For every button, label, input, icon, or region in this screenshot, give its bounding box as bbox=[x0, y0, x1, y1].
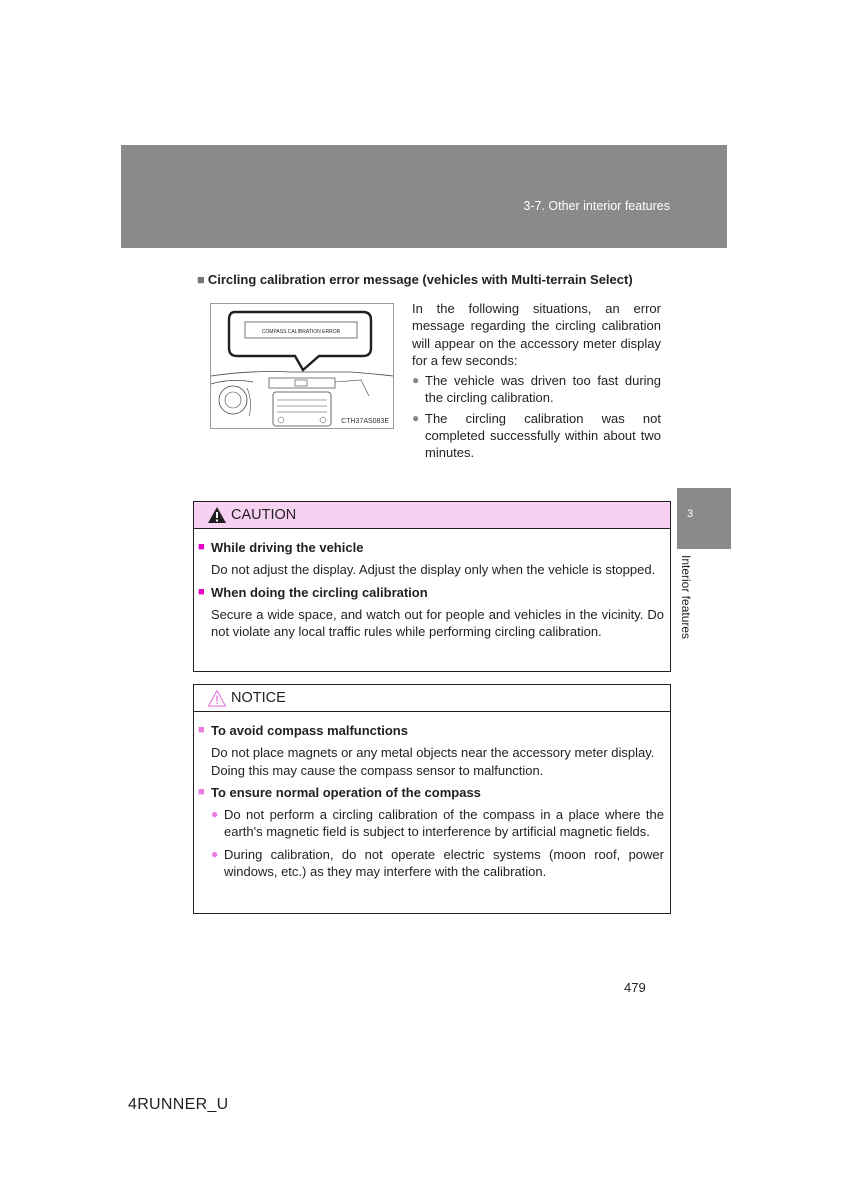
notice-box bbox=[193, 684, 671, 914]
list-item-text: The circling calibration was not completed successfully within about two minutes. bbox=[425, 410, 661, 461]
notice-subheading bbox=[198, 784, 664, 801]
list-item-text: The vehicle was driven too fast during the circling calibration. bbox=[425, 373, 661, 406]
caution-subheading bbox=[198, 539, 664, 556]
round-bullet-icon: ● bbox=[412, 410, 420, 425]
model-code: 4RUNNER_U bbox=[128, 1096, 229, 1113]
square-bullet-icon: ■ bbox=[197, 272, 205, 287]
dashboard-drawing bbox=[211, 304, 393, 428]
caution-body bbox=[194, 529, 670, 640]
notice-paragraph: Doing this may cause the compass sensor to malfunction. bbox=[211, 762, 544, 778]
list-item bbox=[412, 410, 661, 462]
caution-title: CAUTION bbox=[231, 507, 297, 523]
chapter-number: 3 bbox=[687, 508, 694, 520]
round-bullet-icon: ● bbox=[211, 807, 219, 822]
notice-paragraph: Do not place magnets or any metal objects near the accessory meter display. bbox=[211, 745, 655, 761]
caution-box bbox=[193, 501, 671, 672]
caution-subheading bbox=[198, 584, 664, 601]
figure-id: CTH37AS083E bbox=[341, 418, 389, 425]
notice-warning-icon bbox=[207, 689, 227, 707]
list-item-text: During calibration, do not operate electric systems (moon roof, power windows, etc.) as they may interfere with the calibration. bbox=[224, 846, 664, 880]
subsection-heading-text: Circling calibration error message (vehicles with Multi-terrain Select) bbox=[207, 272, 633, 287]
square-bullet-icon: ■ bbox=[198, 541, 205, 553]
warning-icon bbox=[207, 506, 227, 524]
chapter-side-label bbox=[679, 555, 699, 655]
caution-header bbox=[194, 502, 670, 529]
caution-subheading-text: While driving the vehicle bbox=[211, 540, 364, 555]
list-item bbox=[211, 806, 664, 841]
intro-text: In the following situations, an error message regarding the circling calibration will appear on the accessory meter display for a few seconds: bbox=[412, 301, 661, 368]
square-bullet-icon: ■ bbox=[198, 724, 205, 736]
caution-paragraph: Secure a wide space, and watch out for people and vehicles in the vicinity. Do not violate any local traffic rules while performing circling calibration. bbox=[211, 606, 664, 640]
chapter-header-band bbox=[121, 145, 727, 248]
error-message-description bbox=[412, 300, 661, 462]
dashboard-illustration bbox=[210, 303, 394, 429]
notice-header bbox=[194, 685, 670, 712]
page-number: 479 bbox=[624, 980, 646, 995]
caution-subheading-text: When doing the circling calibration bbox=[211, 584, 428, 600]
display-message: COMPASS CALIBRATION ERROR bbox=[261, 329, 341, 335]
square-bullet-icon: ■ bbox=[198, 785, 205, 798]
caution-paragraph: Do not adjust the display. Adjust the display only when the vehicle is stopped. bbox=[211, 562, 656, 578]
notice-subheading-text: To ensure normal operation of the compass bbox=[211, 784, 481, 800]
round-bullet-icon: ● bbox=[412, 373, 420, 388]
chapter-side-label-text: Interior features bbox=[679, 555, 693, 640]
square-bullet-icon: ■ bbox=[198, 585, 205, 598]
notice-subheading-text: To avoid compass malfunctions bbox=[211, 723, 408, 738]
section-title: 3-7. Other interior features bbox=[523, 199, 670, 213]
round-bullet-icon: ● bbox=[211, 846, 219, 861]
list-item bbox=[412, 372, 661, 407]
list-item-text: Do not perform a circling calibration of the compass in a place where the earth's magnetic field is subject to interference by artificial magnetic fields. bbox=[224, 807, 664, 840]
subsection-heading bbox=[197, 272, 633, 287]
list-item bbox=[211, 846, 664, 881]
notice-title: NOTICE bbox=[231, 690, 286, 706]
chapter-tab bbox=[677, 488, 731, 549]
notice-body bbox=[194, 712, 670, 880]
notice-subheading bbox=[198, 722, 664, 739]
